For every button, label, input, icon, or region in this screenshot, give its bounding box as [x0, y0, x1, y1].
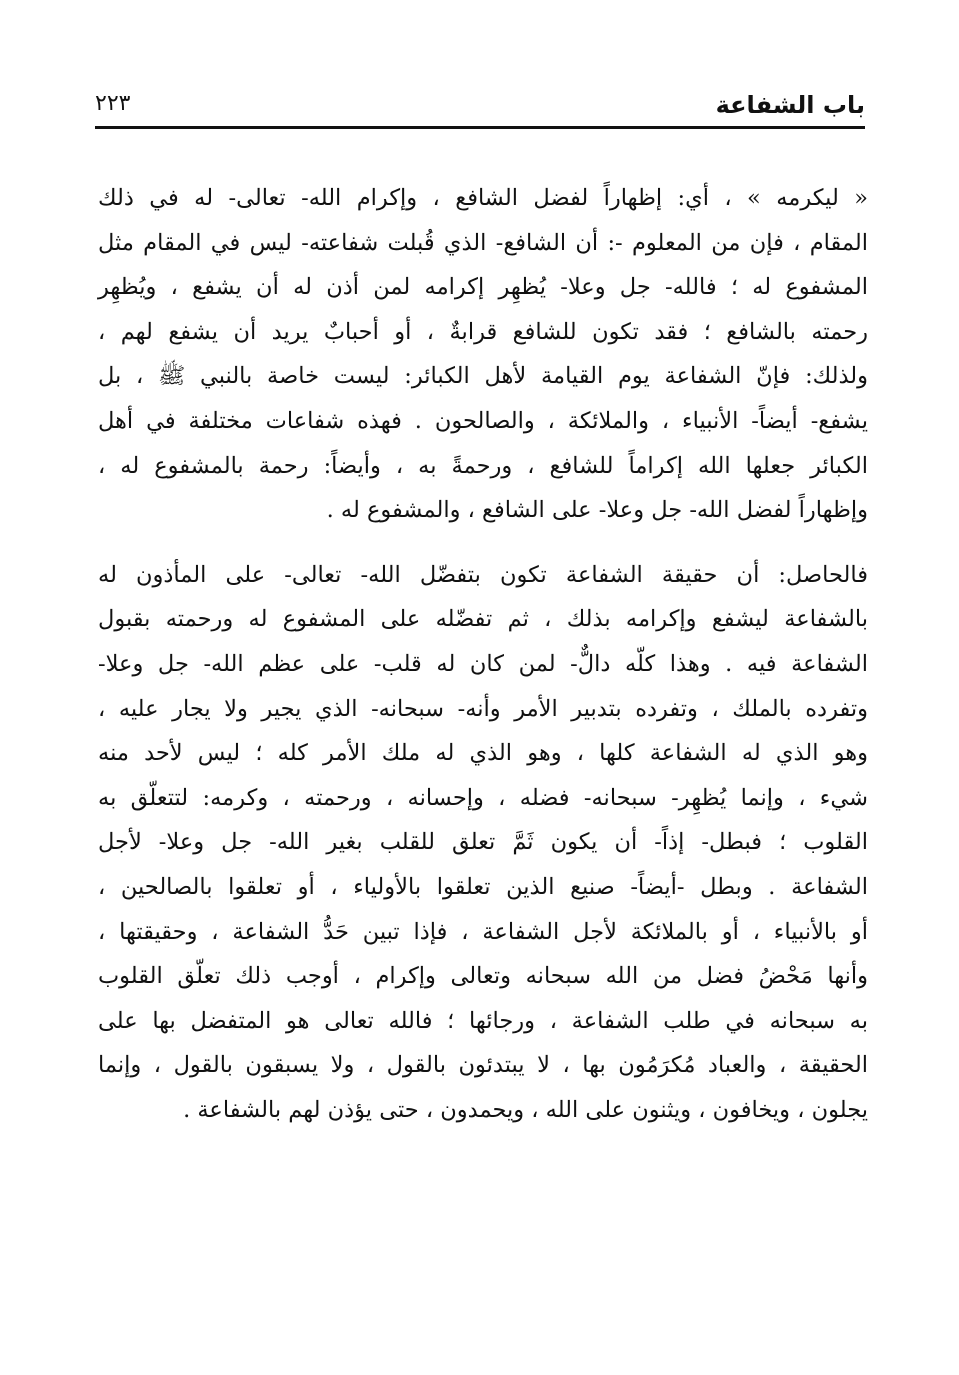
text-line: المشفوع له ؛ فالله- جل وعلا- يُظهِر إكرامه لمن أذن له أن يشفع ، ويُظهِر [98, 274, 868, 301]
text-line: فالحاصل: أن حقيقة الشفاعة تكون بتفضّل الله- تعالى- على المأذون له [98, 561, 868, 588]
header-divider [95, 126, 865, 129]
text-line: « ليكرمه » ، أي: إظهاراً لفضل الشافع ، وإكرام الله- تعالى- له في ذلك [98, 185, 868, 211]
page-number: ٢٢٣ [95, 91, 131, 116]
text-line: يشفع- أيضاً- الأنبياء ، والملائكة ، والصالحون . فهذه شفاعات مختلفة في أهل [98, 407, 868, 434]
paragraph-2 [98, 553, 868, 1133]
text-line: يجلون ، ويخافون ، ويثنون على الله ، ويحمدون ، حتى يؤذن لهم بالشفاعة . [183, 1096, 868, 1123]
text-line: شيء ، وإنما يُظهِر- سبحانه- فضله ، وإحسانه ، ورحمته ، وكرمه: لتتعلّق به [98, 784, 868, 811]
text-line: الكبائر جعلها الله إكراماً للشافع ، ورحمةً به ، وأيضاً: رحمة بالمشفوع له ، [98, 452, 868, 479]
text-line: وإظهاراً لفضل الله- جل وعلا- على الشافع ، والمشفوع له . [326, 497, 868, 524]
text-line: القلوب ؛ فبطل- إذاً- أن يكون ثَمَّ تعلق للقلب بغير الله- جل وعلا- لأجل [98, 829, 868, 856]
text-line: به سبحانه في طلب الشفاعة ، ورجائها ؛ فالله تعالى هو المتفضل بها على [98, 1007, 868, 1034]
page-header [95, 88, 865, 128]
chapter-title: باب الشفاعة [715, 91, 865, 119]
text-line: وهو الذي له الشفاعة كلها ، وهو الذي له ملك الأمر كله ؛ ليس لأحد منه [98, 740, 868, 767]
text-line: المقام ، فإن من المعلوم -: أن الشافع- الذي قُبلت شفاعته- ليس في المقام مثل [98, 229, 868, 256]
text-line: وأنها مَحْضُ فضل من الله سبحانه وتعالى وإكرام ، أوجب ذلك تعلّق القلوب [98, 963, 868, 990]
text-line: ولذلك: فإنّ الشفاعة يوم القيامة لأهل الكبائر: ليست خاصة بالنبي ﷺ ، بل [98, 363, 868, 390]
paragraph-1 [98, 176, 868, 533]
text-line: الحقيقة ، والعباد مُكرَمُون بها ، لا يبتدئون بالقول ، ولا يسبقون بالقول ، وإنما [98, 1052, 868, 1079]
text-line: أو بالأنبياء ، أو بالملائكة لأجل الشفاعة ، فإذا تبين حَدُّ الشفاعة ، وحقيقتها ، [98, 918, 868, 945]
text-line: بالشفاعة ليشفع وإكرامه بذلك ، ثم تفضّله على المشفوع له ورحمته بقبول [98, 606, 868, 633]
paragraph-gap [98, 533, 868, 553]
text-line: رحمته بالشافع ؛ فقد تكون للشافع قرابةٌ ، أو أحبابٌ يريد أن يشفع لهم ، [98, 318, 868, 345]
text-line: الشفاعة . وبطل -أيضاً- صنيع الذين تعلقوا بالأولياء ، أو تعلقوا بالصالحين ، [98, 873, 868, 900]
text-line: الشفاعة فيه . وهذا كلّه دالٌّ- لمن كان له قلب- على عظم الله- جل وعلا- [98, 650, 868, 677]
body-text [98, 176, 868, 1132]
text-line: وتفرده بالملك ، وتفرده بتدبير الأمر وأنه- سبحانه- الذي يجير ولا يجار عليه ، [98, 695, 868, 722]
